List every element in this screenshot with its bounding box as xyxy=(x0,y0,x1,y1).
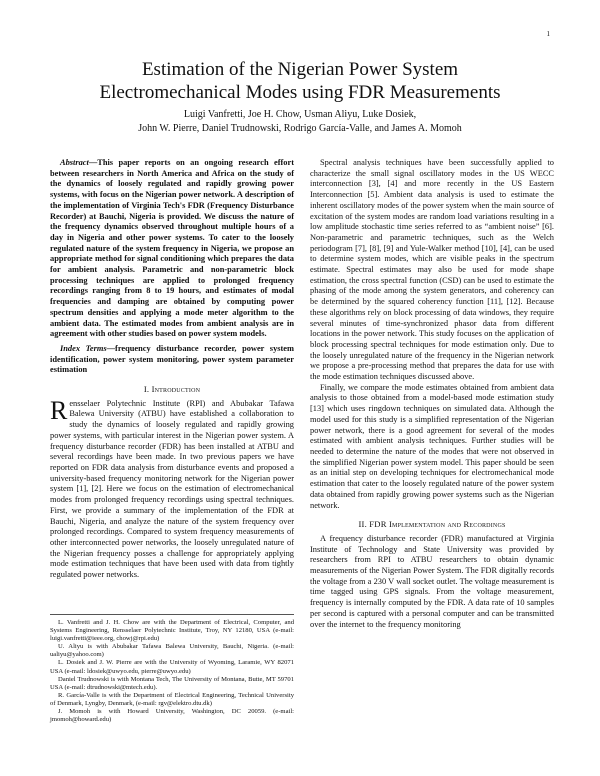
left-column xyxy=(50,158,294,581)
footnote: J. Momoh is with Howard University, Washington, DC 20059. (e-mail: jmomoh@howard.edu) xyxy=(50,708,294,724)
abstract xyxy=(50,158,294,340)
title-line-1: Estimation of the Nigerian Power System xyxy=(141,59,459,80)
drop-cap: R xyxy=(50,395,68,425)
footnote: U. Aliyu is with Abubakar Tafawa Balewa University, Bauchi, Nigeria. (e-mail: ualiyu@yahoo.com) xyxy=(50,643,294,659)
author-footnotes xyxy=(50,614,294,724)
page-number: 1 xyxy=(546,30,550,38)
author-list xyxy=(0,108,600,136)
footnote: Daniel Trudnowski is with Montana Tech, The University of Montana, Butte, MT 59701 USA (e-mail: dtrudnowski@mtech.edu). xyxy=(50,675,294,691)
index-terms-text: —frequency disturbance recorder, power system identification, power system monitoring, power system parameter estimation xyxy=(50,343,294,375)
authors-line-1: Luigi Vanfretti, Joe H. Chow, Usman Aliyu, Luke Dosiek, xyxy=(183,109,417,120)
footnote: R. García-Valle is with the Department of Electrical Engineering, Technical University of Denmark, Lyngby, Denmark, (e-mail: rgv@elektro.dtu.dk) xyxy=(50,691,294,707)
abstract-lead: Abstract xyxy=(60,158,89,167)
intro-text: ensselaer Polytechnic Institute (RPI) and Abubakar Tafawa Balewa University (ATBU) have established a collaboration to study the dynamics of loosely regulated and rapidly growing power systems, with particular interest in the Nigerian power system. A frequency disturbance recorder (FDR) has been installed at ATBU and several recordings have been made. In two previous papers we have reported on FDR data analysis from disturbance events and proposed a university-based frequency monitoring network for the Nigerian power system [1], [2]. Here we focus on the estimation of electromechanical modes from prolonged frequency recordings using spectral techniques. First, we provide a summary of the implementation of the FDR at Bauchi, Nigeria, and analyze the nature of the system frequency over prolonged recordings. Compared to system frequency measurements of other interconnected power networks, the loosely unregulated nature of the Nigerian frequency posses a challenge for appropriately applying mode estimation techniques that have been used with data from tightly regulated power networks. xyxy=(50,398,294,580)
right-column xyxy=(310,158,554,630)
authors-line-2: John W. Pierre, Daniel Trudnowski, Rodrigo García-Valle, and James A. Momoh xyxy=(138,123,462,134)
paper-title xyxy=(0,58,600,104)
body-paragraph: Finally, we compare the mode estimates obtained from ambient data analysis to those obtained from a model-based mode estimation study [13] which uses ringdown techniques on simulated data. Although the model used for this study is a simplified representation of the Nigerian power network, there is a good agreement for several of the modes estimated with ambient analysis techniques. Further studies will be needed to determine the nature of the modes that were not observed in the simplified Nigerian power system model. This paper should be seen as an initial step on developing techniques for electromechanical mode estimation that cater to the loosely regulated nature of the power system data obtained from rapidly growing power systems such as the Nigerian network. xyxy=(310,382,554,510)
body-paragraph: A frequency disturbance recorder (FDR) manufactured at Virginia Institute of Technology and State University was provided by researchers from RPI to ATBU researchers to obtain dynamic measurements of the Nigerian Power System. The FDR digitally records the voltage from a 230 V wall socket outlet. The voltage measurement is time tagged using GPS signals. From the voltage measurement, frequency is internally computed by the FDR. A data rate of 10 samples per second is captured with a personal computer and can be transmitted over the internet to the frequency monitoring xyxy=(310,533,554,629)
title-line-2: Electromechanical Modes using FDR Measurements xyxy=(99,82,501,103)
abstract-text: —This paper reports on an ongoing research effort between researchers in North America and Africa on the study of the dynamics of loosely regulated and rapidly growing power systems, with focus on the Nigerian power network. A description of the implementation of Virginia Tech's FDR (Frequency Disturbance Recorder) at Bauchi, Nigeria is provided. We discuss the nature of the frequency dynamics observed throughout multiple hours of a day in Nigeria and other power systems. To cater to the loosely regulated nature of the system frequency in Nigeria, we propose an appropriate method for signal conditioning which prepares the data for ambient analysis. Parametric and non-parametric block processing techniques are applied to prolonged frequency recordings ranging from 8 to 19 hours, and estimates of modal frequencies and damping are obtained by computing power spectrum densities and applying a mode meter algorithm to the ambient data. The estimated modes from ambient analysis are in agreement with other studies based on power system models. xyxy=(50,158,294,339)
section-heading-fdr: II. FDR Implementation and Recordings xyxy=(358,519,506,530)
footnote: L. Dosiek and J. W. Pierre are with the University of Wyoming, Laramie, WY 82071 USA (e-mail: ldosiek@uwyo.edu, pierre@uwyo.edu) xyxy=(50,659,294,675)
intro-paragraph xyxy=(50,395,294,581)
index-terms-lead: Index Terms xyxy=(60,343,107,353)
section-heading-introduction: I. Introduction xyxy=(143,384,201,395)
index-terms xyxy=(50,344,294,376)
footnote: L. Vanfretti and J. H. Chow are with the Department of Electrical, Computer, and Systems Engineering, Rensselaer Polytechnic Institute, Troy, NY 12180, USA (e-mail: luigi.vanfretti@ieee.org, chowj@rpi.edu) xyxy=(50,619,294,643)
body-paragraph: Spectral analysis techniques have been successfully applied to characterize the small signal oscillatory modes in the US WECC interconnection [3], [4] and more recently in the US Eastern Interconnection [5]. Ambient data analysis is used to estimate the inherent oscillatory modes of the power system when the main source of excitation of the system modes are random load variations resulting in a low amplitude stochastic time series referred to as “ambient noise” [6]. Non-parametric and parametric techniques, such as the Welch periodogram [7], [8], [9] and Yule-Walker method [10], [4], can be used to determine system modes, which are visible peaks in the spectrum estimate. Spectral estimates may also be used for mode shape estimation, the cross spectral function (CSD) can be used to estimate the phasing of the mode among the system generators, and coherency can be determined by the squared coherency function [11], [12]. Because these algorithms rely on block processing of data windows, they require several minutes of time-synchronized phasor data from different locations in the power network. This study focuses on the application of block processing spectral techniques for mode estimation only. Due to the loosely unregulated nature of the frequency in the Nigerian network we propose a pre-processing method that prepares the data for use with the mode estimation techniques discussed above. xyxy=(310,158,554,382)
